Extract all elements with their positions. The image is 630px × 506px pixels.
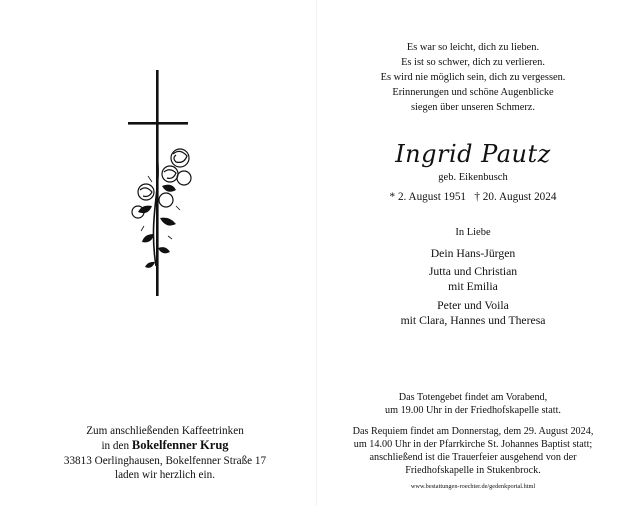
poem-line: Es war so leicht, dich zu lieben.	[406, 42, 540, 53]
reception-line: Zum anschließenden Kaffeetrinken	[86, 425, 244, 437]
requiem-line: Das Requiem findet am Donnerstag, dem 29. August 2024,	[352, 426, 594, 437]
poem	[328, 40, 618, 115]
deceased-name: Ingrid Pautz	[395, 140, 551, 168]
requiem-line: anschließend ist die Trauerfeier ausgehend von der	[369, 452, 577, 463]
requiem-line: Friedhofskapelle in Stukenbrock.	[405, 465, 541, 476]
in-love-label: In Liebe	[455, 227, 491, 238]
mourner-line: Jutta und Christian	[428, 265, 518, 279]
prayer-notice	[322, 391, 624, 417]
life-dates: * 2. August 1951 † 20. August 2024	[389, 191, 557, 203]
reception-address: 33813 Oerlinghausen, Bokelfenner Straße 17	[63, 454, 267, 467]
right-page	[318, 0, 630, 506]
requiem-line: um 14.00 Uhr in der Pfarrkirche St. Johannes Baptist statt;	[353, 439, 593, 450]
poem-line: siegen über unseren Schmerz.	[410, 102, 536, 113]
mourners-list	[328, 246, 618, 331]
reception-prefix: in den	[101, 440, 132, 453]
reception-venue: Bokelfenner Krug	[131, 438, 229, 453]
reception-notice	[40, 424, 290, 483]
mourner-group	[328, 298, 618, 328]
mourner-line: mit Emilia	[448, 280, 498, 294]
requiem-notice	[322, 425, 624, 477]
prayer-line: Das Totengebet findet am Vorabend,	[398, 392, 548, 403]
cross-with-rose-icon	[118, 66, 202, 300]
left-page	[0, 0, 314, 506]
poem-line: Es wird nie möglich sein, dich zu vergessen.	[380, 72, 566, 83]
reception-invitation: laden wir herzlich ein.	[114, 469, 216, 482]
reception-venue-line	[40, 438, 290, 453]
maiden-name: geb. Eikenbusch	[438, 172, 508, 183]
mourner-line: Peter und Voila	[437, 298, 509, 312]
poem-line: Erinnerungen und schöne Augenblicke	[392, 87, 554, 98]
prayer-line: um 19.00 Uhr in der Friedhofskapelle statt.	[385, 405, 561, 416]
mourner-group	[328, 264, 618, 294]
fold-line	[316, 0, 317, 506]
mourner-group	[328, 246, 618, 261]
mourner-line: mit Clara, Hannes und Theresa	[400, 313, 546, 327]
mourner-line: Dein Hans-Jürgen	[430, 247, 516, 260]
memorial-portal-link[interactable]: www.bestattungen-roechter.de/gedenkportal.html	[410, 483, 536, 490]
poem-line: Es ist so schwer, dich zu verlieren.	[401, 57, 545, 68]
